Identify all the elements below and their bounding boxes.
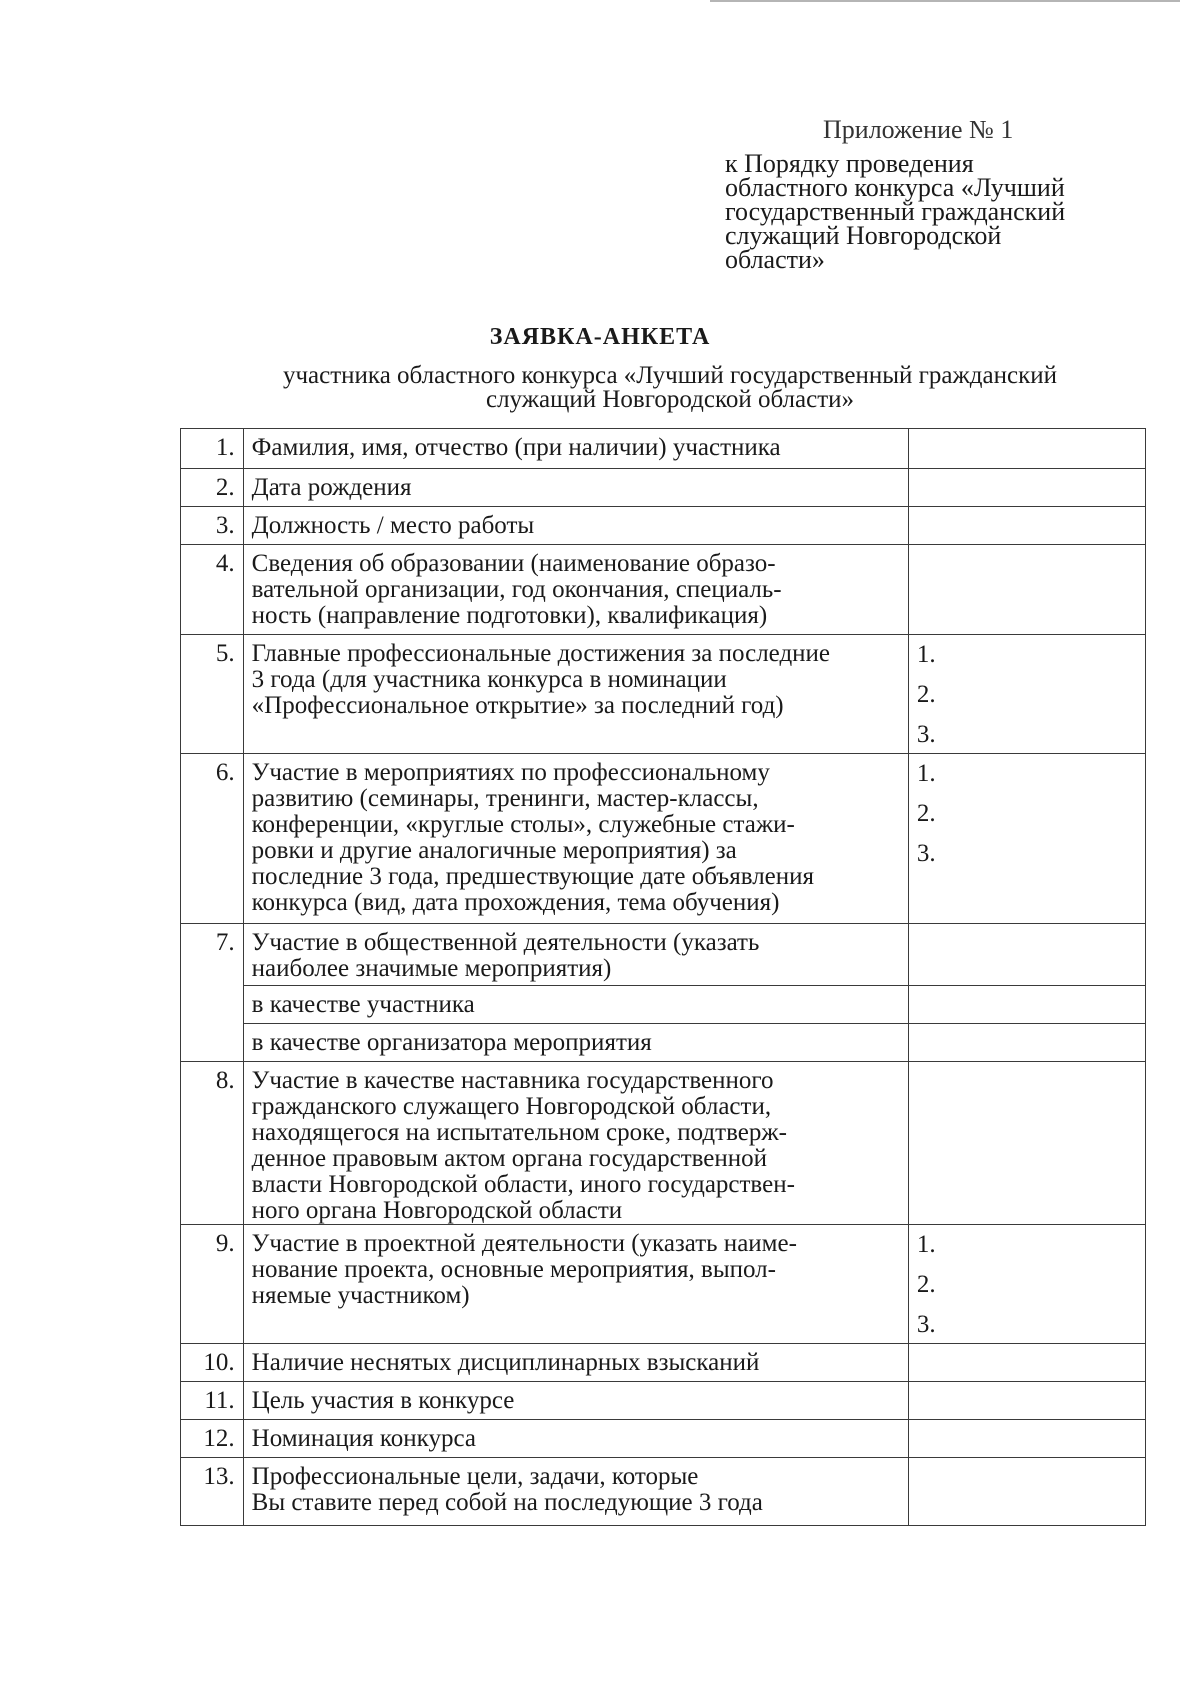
row-answer-field[interactable]	[908, 429, 1145, 469]
question-line: Должность / место работы	[251, 512, 535, 539]
question-line: ровки и другие аналогичные мероприятия) за	[251, 837, 737, 864]
answer-item-number: 2.	[916, 800, 936, 827]
row-question	[243, 924, 908, 986]
row-number: 7.	[181, 924, 244, 1062]
row-question	[243, 545, 908, 635]
form-row	[181, 754, 1146, 924]
row-number: 4.	[181, 545, 244, 635]
row-answer-field[interactable]	[908, 1062, 1145, 1225]
annex-line: области»	[725, 245, 825, 274]
answer-item-number: 3.	[916, 1311, 936, 1338]
row-number: 12.	[181, 1420, 244, 1458]
row-number: 2.	[181, 469, 244, 507]
row-answer-field[interactable]	[908, 1024, 1145, 1062]
question-line: конференции, «круглые столы», служебные стажи-	[251, 811, 795, 838]
scan-edge-line	[710, 0, 1180, 2]
question-line: в качестве организатора мероприятия	[251, 1029, 652, 1056]
answer-item-number: 1.	[916, 760, 936, 787]
form-row	[181, 1225, 1146, 1344]
row-question	[243, 1225, 908, 1344]
question-line: в качестве участника	[251, 991, 475, 1018]
row-answer-field[interactable]	[908, 635, 1145, 754]
question-line: Участие в общественной деятельности (указать	[251, 929, 760, 956]
question-line: нование проекта, основные мероприятия, выпол-	[251, 1256, 776, 1283]
form-row	[181, 924, 1146, 986]
form-row	[181, 1062, 1146, 1225]
form-row	[181, 1458, 1146, 1526]
form-row	[181, 1344, 1146, 1382]
answer-item-number: 1.	[916, 1231, 936, 1258]
form-title: ЗАЯВКА-АНКЕТА	[489, 324, 711, 350]
row-answer-field[interactable]	[908, 469, 1145, 507]
row-answer-field[interactable]	[908, 1458, 1145, 1526]
row-number: 8.	[181, 1062, 244, 1225]
question-line: гражданского служащего Новгородской области,	[251, 1093, 772, 1120]
question-line: Участие в качестве наставника государственного	[251, 1067, 774, 1094]
row-number: 1.	[181, 429, 244, 469]
answer-item-number: 1.	[916, 641, 936, 668]
row-question	[243, 507, 908, 545]
question-line: ность (направление подготовки), квалификация)	[251, 602, 768, 629]
row-question	[243, 1062, 908, 1225]
question-line: вательной организации, год окончания, специаль-	[251, 576, 782, 603]
question-line: Наличие неснятых дисциплинарных взысканий	[251, 1349, 760, 1376]
application-form-table	[180, 428, 1146, 1526]
row-question	[243, 1344, 908, 1382]
row-number: 11.	[181, 1382, 244, 1420]
row-number: 3.	[181, 507, 244, 545]
row-answer-field[interactable]	[908, 1225, 1145, 1344]
row-question	[243, 1420, 908, 1458]
question-line: «Профессиональное открытие» за последний год)	[251, 692, 784, 719]
subtitle-line: служащий Новгородской области»	[485, 386, 855, 413]
row-question	[243, 1024, 908, 1062]
question-line: Цель участия в конкурсе	[251, 1387, 515, 1414]
question-line: денное правовым актом органа государственной	[251, 1145, 768, 1172]
row-answer-field[interactable]	[908, 1382, 1145, 1420]
question-line: находящегося на испытательном сроке, подтверж-	[251, 1119, 787, 1146]
question-line: ного органа Новгородской области	[251, 1197, 623, 1224]
row-question	[243, 635, 908, 754]
row-number: 6.	[181, 754, 244, 924]
annex-line: к Порядку проведения	[725, 149, 974, 178]
row-answer-field[interactable]	[908, 754, 1145, 924]
row-question	[243, 1458, 908, 1526]
form-row	[181, 545, 1146, 635]
form-row	[181, 429, 1146, 469]
subtitle-line: участника областного конкурса «Лучший государственный гражданский	[282, 362, 1057, 389]
annex-line: служащий Новгородской	[725, 221, 1002, 250]
annex-number: Приложение № 1	[823, 115, 1014, 144]
question-line: Дата рождения	[251, 474, 412, 501]
row-number: 13.	[181, 1458, 244, 1526]
row-answer-field[interactable]	[908, 1420, 1145, 1458]
question-line: развитию (семинары, тренинги, мастер-классы,	[251, 785, 759, 812]
question-line: наиболее значимые мероприятия)	[251, 955, 612, 982]
form-row	[181, 635, 1146, 754]
row-answer-field[interactable]	[908, 924, 1145, 986]
answer-item-number: 2.	[916, 681, 936, 708]
question-line: Участие в мероприятиях по профессиональному	[251, 759, 770, 786]
form-row	[181, 1382, 1146, 1420]
question-line: Профессиональные цели, задачи, которые	[251, 1463, 699, 1490]
question-line: конкурса (вид, дата прохождения, тема обучения)	[251, 889, 780, 916]
question-line: Главные профессиональные достижения за последние	[251, 640, 831, 667]
row-answer-field[interactable]	[908, 986, 1145, 1024]
row-number: 10.	[181, 1344, 244, 1382]
row-number: 9.	[181, 1225, 244, 1344]
question-line: 3 года (для участника конкурса в номинации	[251, 666, 727, 693]
answer-item-number: 3.	[916, 840, 936, 867]
row-question	[243, 986, 908, 1024]
answer-item-number: 2.	[916, 1271, 936, 1298]
form-subtitle	[210, 364, 1130, 412]
row-question	[243, 469, 908, 507]
row-question	[243, 754, 908, 924]
question-line: Вы ставите перед собой на последующие 3 года	[251, 1489, 763, 1516]
row-answer-field[interactable]	[908, 545, 1145, 635]
annex-block	[725, 115, 1145, 274]
form-row	[181, 1420, 1146, 1458]
row-answer-field[interactable]	[908, 507, 1145, 545]
question-line: Фамилия, имя, отчество (при наличии) участника	[251, 434, 781, 461]
question-line: Номинация конкурса	[251, 1425, 476, 1452]
answer-item-number: 3.	[916, 721, 936, 748]
question-line: няемые участником)	[251, 1282, 470, 1309]
annex-line: областного конкурса «Лучший	[725, 173, 1065, 202]
row-number: 5.	[181, 635, 244, 754]
form-row	[181, 507, 1146, 545]
form-row	[181, 469, 1146, 507]
form-row	[181, 1024, 1146, 1062]
question-line: Участие в проектной деятельности (указать наиме-	[251, 1230, 797, 1257]
question-line: последние 3 года, предшествующие дате объявления	[251, 863, 815, 890]
annex-line: государственный гражданский	[725, 197, 1066, 226]
row-question	[243, 429, 908, 469]
question-line: власти Новгородской области, иного государствен-	[251, 1171, 795, 1198]
question-line: Сведения об образовании (наименование образо-	[251, 550, 776, 577]
row-question	[243, 1382, 908, 1420]
row-answer-field[interactable]	[908, 1344, 1145, 1382]
form-row	[181, 986, 1146, 1024]
